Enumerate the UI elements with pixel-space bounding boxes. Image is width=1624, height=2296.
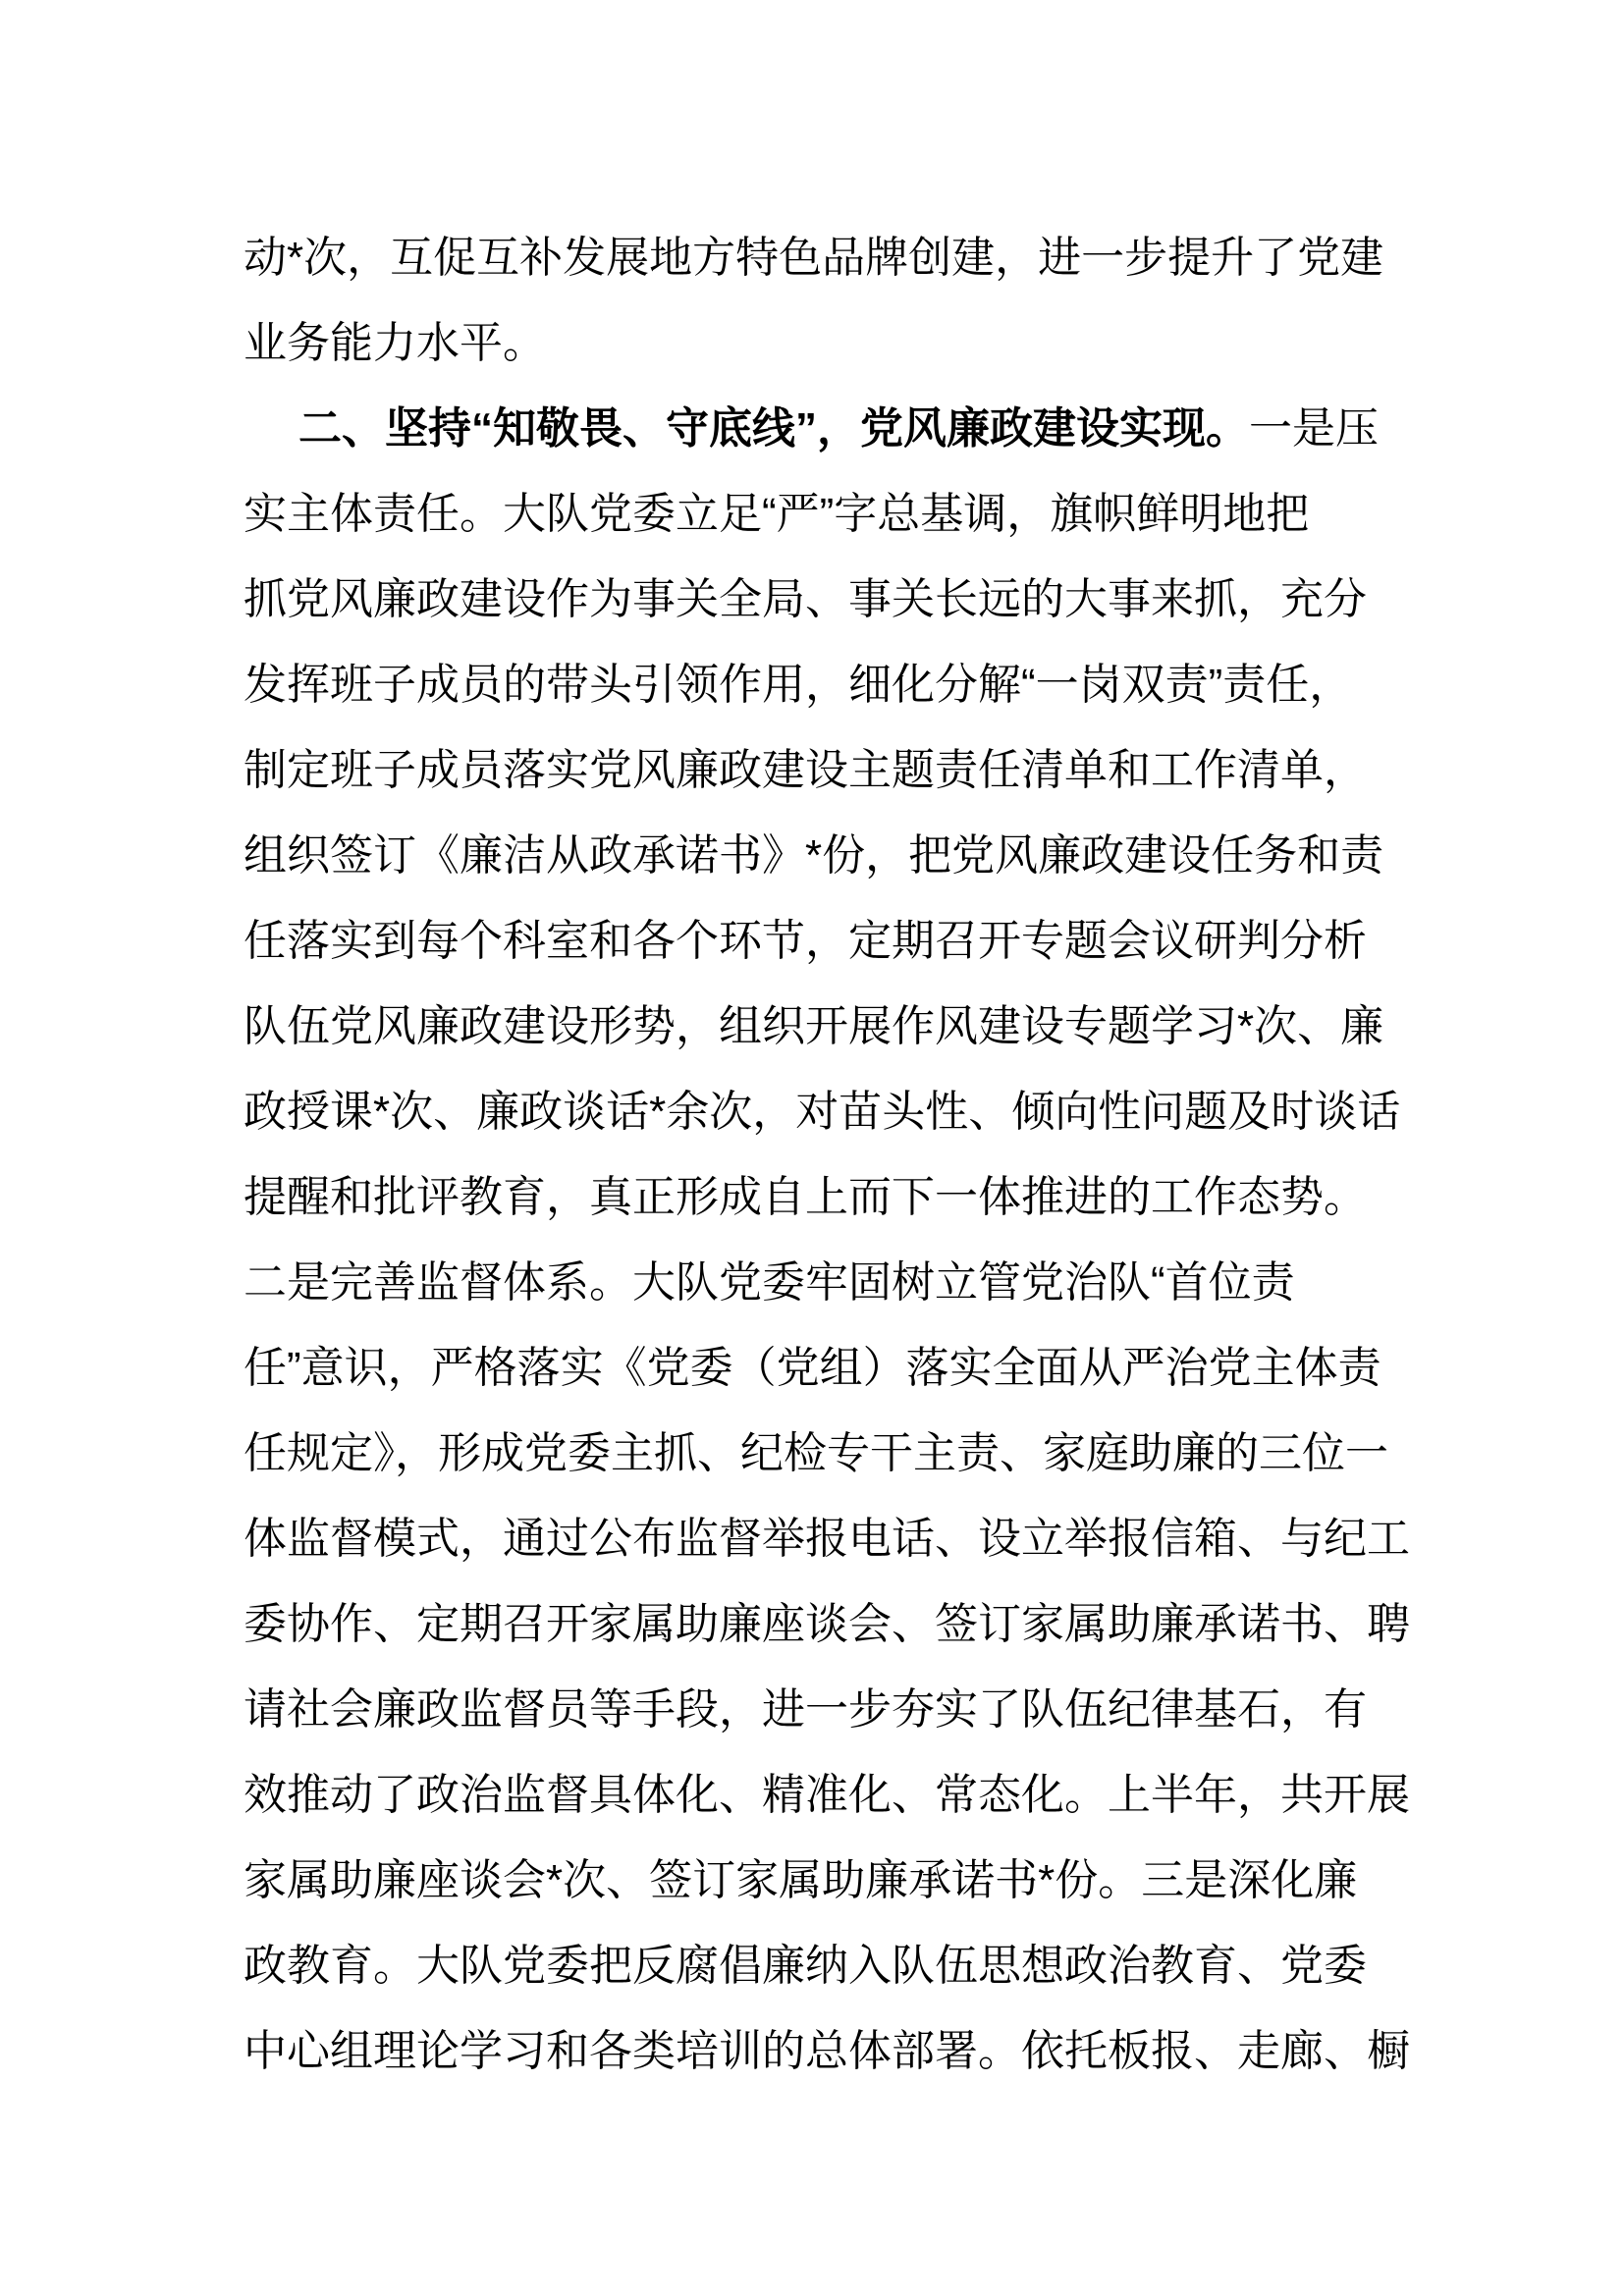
document-body [244,215,1412,2094]
text-segment: 实主体责任。大队党委立足“严”字总基调，旗帜鲜明地把 [244,490,1310,538]
text-segment: 委协作、定期召开家属助廉座谈会、签订家属助廉承诺书、聘 [244,1600,1410,1648]
text-segment: 请社会廉政监督员等手段，进一步夯实了队伍纪律基石，有 [244,1685,1367,1734]
text-line [244,984,1412,1069]
text-line [244,471,1412,557]
text-segment: 制定班子成员落实党风廉政建设主题责任清单和工作清单， [244,746,1367,794]
text-segment: 任规定》，形成党委主抓、纪检专干主责、家庭助廉的三位一 [244,1429,1388,1477]
text-segment: 发挥班子成员的带头引领作用，细化分解“一岗双责”责任， [244,661,1353,709]
text-line [244,1923,1412,2008]
text-line [244,1667,1412,1752]
text-line [244,642,1412,727]
text-line [244,386,1412,471]
text-line [244,898,1412,984]
text-segment: 业务能力水平。 [244,319,546,367]
text-line [244,215,1412,300]
text-line [244,813,1412,898]
text-line [244,300,1412,386]
text-line [244,1581,1412,1667]
text-line [244,1069,1412,1154]
text-segment: 体监督模式，通过公布监督举报电话、设立举报信箱、与纪工 [244,1515,1410,1563]
text-segment: 政授课*次、廉政谈话*余次，对苗头性、倾向性问题及时谈话 [244,1088,1401,1136]
text-segment: 任”意识，严格落实《党委（党组）落实全面从严治党主体责 [244,1344,1381,1392]
text-segment: 抓党风廉政建设作为事关全局、事关长远的大事来抓，充分 [244,575,1367,623]
text-segment: 一是压 [1249,404,1379,453]
text-line [244,2008,1412,2094]
text-line [244,1752,1412,1838]
text-line [244,1496,1412,1581]
text-line [244,1838,1412,1923]
text-segment: 效推动了政治监督具体化、精准化、常态化。上半年，共开展 [244,1771,1410,1819]
section-heading: 二、坚持“知敬畏、守底线”，党风廉政建设实现。 [298,404,1249,453]
text-line [244,727,1412,813]
text-segment: 任落实到每个科室和各个环节，定期召开专题会议研判分析 [244,917,1367,965]
text-segment: 提醒和批评教育，真正形成自上而下一体推进的工作态势。 [244,1173,1367,1221]
text-line [244,1325,1412,1411]
text-segment: 组织签订《廉洁从政承诺书》*份，把党风廉政建设任务和责 [244,831,1384,880]
text-line [244,557,1412,642]
text-segment: 家属助廉座谈会*次、签订家属助廉承诺书*份。三是深化廉 [244,1856,1358,1904]
text-segment: 中心组理论学习和各类培训的总体部署。依托板报、走廊、橱 [244,2027,1410,2075]
text-line [244,1154,1412,1240]
text-segment: 队伍党风廉政建设形势，组织开展作风建设专题学习*次、廉 [244,1002,1384,1050]
text-segment: 动*次，互促互补发展地方特色品牌创建，进一步提升了党建 [244,234,1384,282]
text-line [244,1240,1412,1325]
text-segment: 二是完善监督体系。大队党委牢固树立管党治队“首位责 [244,1258,1295,1307]
text-segment: 政教育。大队党委把反腐倡廉纳入队伍思想政治教育、党委 [244,1942,1367,1990]
text-line [244,1411,1412,1496]
